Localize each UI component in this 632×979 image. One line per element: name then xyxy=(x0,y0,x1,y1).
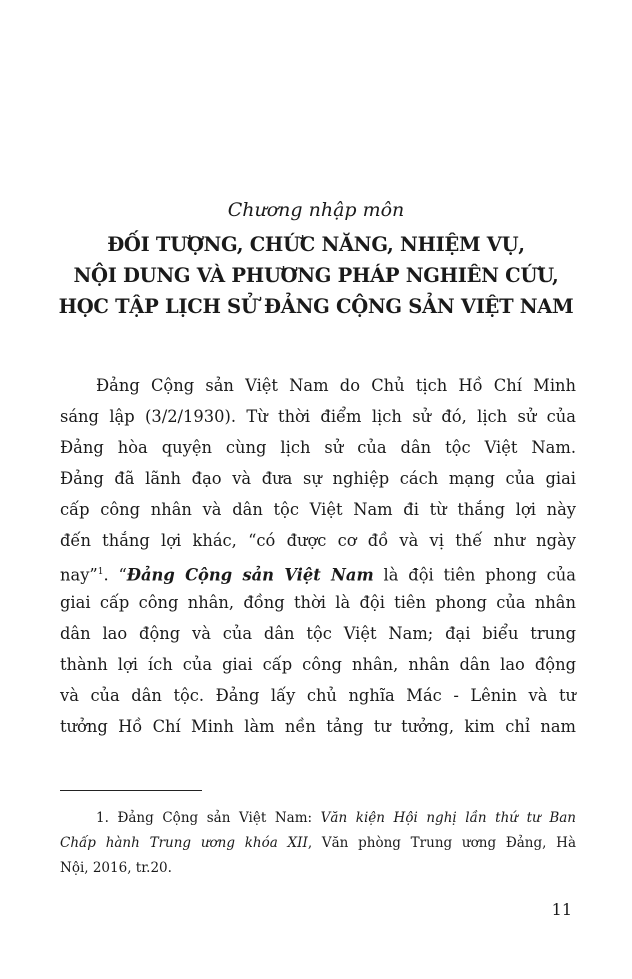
footnote-ref[interactable]: 1 xyxy=(97,567,104,577)
body-line: Đảng hòa quyện cùng lịch sử của dân tộc Việt Nam. xyxy=(60,438,576,457)
chapter-title-line: NỘI DUNG VÀ PHƯƠNG PHÁP NGHIÊN CỨU, xyxy=(73,264,559,287)
footnote-line: Nội, 2016, tr.20. xyxy=(60,860,172,876)
body-line: giai cấp công nhân, đồng thời là đội tiên phong của nhân xyxy=(60,593,576,612)
body-line: sáng lập (3/2/1930). Từ thời điểm lịch sử đó, lịch sử của xyxy=(60,407,576,426)
body-line: Đảng Cộng sản Việt Nam do Chủ tịch Hồ Chí Minh xyxy=(96,376,576,395)
body-line: tưởng Hồ Chí Minh làm nền tảng tư tưởng, kim chỉ nam xyxy=(60,717,576,736)
body-line: và của dân tộc. Đảng lấy chủ nghĩa Mác - Lênin và tư xyxy=(60,686,576,705)
body-line: cấp công nhân và dân tộc Việt Nam đi từ thắng lợi này xyxy=(60,500,576,519)
body-line: thành lợi ích của giai cấp công nhân, nhân dân lao động xyxy=(60,655,576,674)
chapter-title-line: HỌC TẬP LỊCH SỬ ĐẢNG CỘNG SẢN VIỆT NAM xyxy=(58,295,574,318)
page-number: 11 xyxy=(551,900,572,919)
body-line: nay”$^1$. “Đảng Cộng sản Việt Nam là đội tiên phong của xyxy=(60,565,576,585)
body-line: dân lao động và của dân tộc Việt Nam; đại biểu trung xyxy=(60,624,576,643)
chapter-title-line: ĐỐI TƯỢNG, CHỨC NĂNG, NHIỆM VỤ, xyxy=(107,233,525,256)
body-line: đến thắng lợi khác, “có được cơ đồ và vị thế như ngày xyxy=(60,531,576,550)
footnote-divider xyxy=(60,790,202,791)
footnote-line: Chấp hành Trung ương khóa XII, Văn phòng Trung ương Đảng, Hà xyxy=(60,835,576,851)
chapter-label: Chương nhập môn xyxy=(227,199,405,221)
body-line: Đảng đã lãnh đạo và đưa sự nghiệp cách mạng của giai xyxy=(60,469,576,488)
footnote-line: 1. Đảng Cộng sản Việt Nam: Văn kiện Hội nghị lần thứ tư Ban xyxy=(96,810,576,826)
